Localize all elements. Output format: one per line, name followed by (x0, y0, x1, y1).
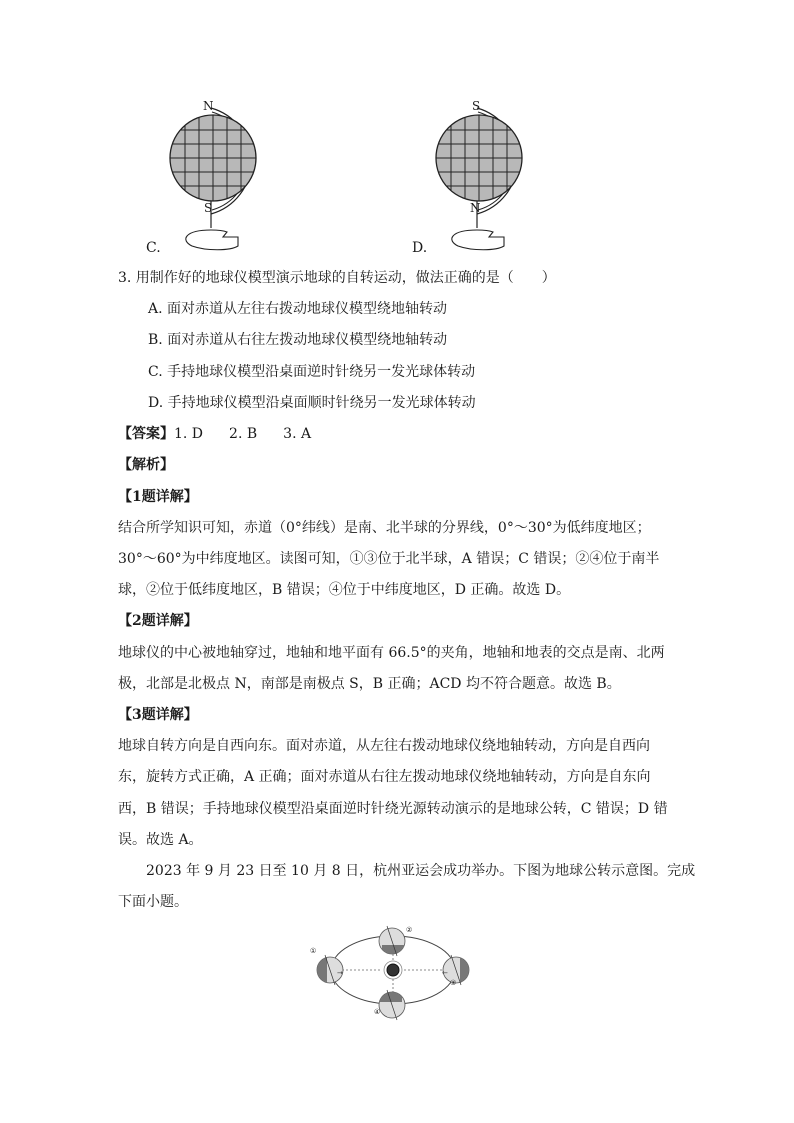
earth-orbit-figure (310, 915, 480, 1025)
globe-c-drawing (140, 98, 300, 258)
orbit-marker-4: ④ (374, 1008, 381, 1016)
q3-detail-heading: 【3题详解】 (118, 707, 198, 723)
option-d-label: D. (412, 240, 428, 256)
q2-detail-text: 极，北部是北极点 N，南部是南极点 S，B 正确；ACD 均不符合题意。故选 B。 (118, 676, 621, 692)
answer-item: 1. D (174, 426, 204, 442)
svg-text:←: ← (442, 969, 448, 977)
orbit-marker-3: ③ (450, 979, 457, 987)
earth-position-4 (379, 990, 405, 1020)
globe-figure-d (406, 98, 566, 258)
svg-text:→: → (337, 969, 343, 977)
answer-item: 2. B (229, 426, 258, 442)
q3-detail-text: 地球自转方向是自西向东。面对赤道，从左往右拨动地球仪绕地轴转动，方向是自西向 (118, 738, 650, 754)
globe-d-drawing (406, 98, 566, 258)
q2-detail-heading: 【2题详解】 (118, 613, 198, 629)
orbit-drawing (310, 915, 480, 1025)
answer-label: 【答案】 (118, 426, 174, 442)
question-3-option-b: B. 面对赤道从右往左拨动地球仪模型绕地轴转动 (148, 332, 448, 348)
south-pole-label: S (472, 99, 481, 113)
earth-position-2 (379, 926, 405, 956)
intro-text: 2023 年 9 月 23 日至 10 月 8 日，杭州亚运会成功举办。下图为地球公转示意图。完成 (146, 863, 696, 879)
north-pole-label: N (203, 99, 214, 113)
q3-detail-text: 东，旋转方式正确，A 正确；面对赤道从右往左拨动地球仪绕地轴转动，方向是自东向 (118, 769, 651, 785)
q1-detail-text: 结合所学知识可知，赤道（0°纬线）是南、北半球的分界线，0°～30°为低纬度地区； (118, 520, 651, 536)
south-pole-label: S (204, 201, 213, 215)
analysis-heading: 【解析】 (118, 457, 174, 473)
intro-text: 下面小题。 (118, 894, 188, 910)
q3-detail-text: 误。故选 A。 (118, 832, 203, 848)
q2-detail-text: 地球仪的中心被地轴穿过，地轴和地平面有 66.5°的夹角，地轴和地表的交点是南、北两 (118, 645, 665, 661)
question-3-option-c: C. 手持地球仪模型沿桌面逆时针绕另一发光球体转动 (148, 364, 476, 380)
answer-item: 3. A (283, 426, 312, 442)
q1-detail-text: 30°～60°为中纬度地区。读图可知，①③位于北半球，A 错误；C 错误；②④位于南半 (118, 551, 660, 567)
question-3-stem: 3. 用制作好的地球仪模型演示地球的自转运动，做法正确的是（ ） (118, 270, 556, 286)
question-3-option-a: A. 面对赤道从左往右拨动地球仪模型绕地轴转动 (148, 301, 448, 317)
answer-line (118, 424, 311, 444)
orbit-marker-1: ① (310, 947, 317, 955)
q1-detail-text: 球，②位于低纬度地区，B 错误；④位于中纬度地区，D 正确。故选 D。 (118, 582, 571, 598)
question-3-option-d: D. 手持地球仪模型沿桌面顺时针绕另一发光球体转动 (148, 395, 476, 411)
option-c-label: C. (146, 240, 161, 256)
orbit-marker-2: ② (406, 926, 413, 934)
q1-detail-heading: 【1题详解】 (118, 489, 198, 505)
globe-figure-c (140, 98, 300, 258)
q3-detail-text: 西，B 错误；手持地球仪模型沿桌面逆时针绕光源转动演示的是地球公转，C 错误；D 错 (118, 801, 668, 817)
north-pole-label: N (470, 201, 481, 215)
